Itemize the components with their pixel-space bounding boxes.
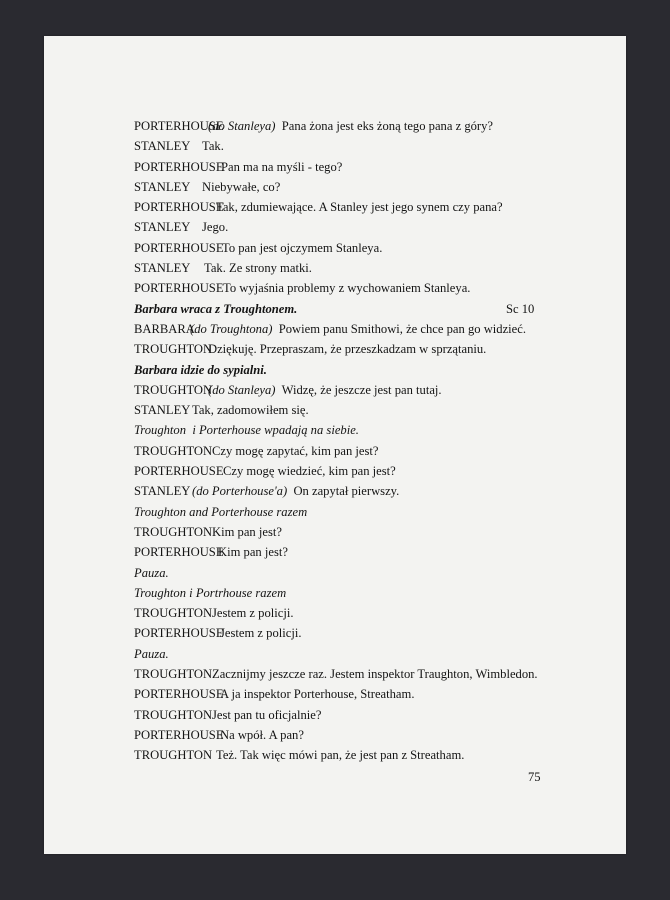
dialogue-text: Czy mogę wiedzieć, kim pan jest? — [223, 464, 396, 479]
dialogue-line — [134, 339, 554, 359]
dialogue-text: Tak, zdumiewające. A Stanley jest jego synem czy pana? — [216, 200, 503, 215]
dialogue-text: Jestem z policji. — [220, 626, 302, 641]
stage-direction-line — [134, 583, 554, 603]
dialogue-text: Kim pan jest? — [218, 545, 288, 560]
dialogue-line — [134, 258, 554, 278]
speaker-name: TROUGHTON — [134, 524, 213, 539]
stage-direction: Troughton i Porterhouse wpadają na siebie. — [134, 423, 359, 438]
speaker-name: STANLEY — [134, 403, 191, 418]
stage-direction-inline: (do Troughtona) — [190, 321, 273, 336]
speaker-name: STANLEY — [134, 484, 191, 499]
dialogue-line — [134, 238, 554, 258]
speaker-name: TROUGHTON — [134, 342, 213, 357]
speaker-name: PORTERHOUSE — [134, 464, 224, 479]
speaker-name: PORTERHOUSE — [134, 727, 224, 742]
dialogue-line — [134, 319, 554, 339]
dialogue-line — [134, 177, 554, 197]
dialogue-line — [134, 542, 554, 562]
dialogue-text: Jest pan tu oficjalnie? — [212, 707, 322, 722]
stage-direction: Barbara wraca z Troughtonem. — [134, 301, 298, 316]
dialogue-line — [134, 664, 554, 684]
speaker-name: BARBARA — [134, 321, 195, 336]
speaker-name: PORTERHOUSE — [134, 626, 224, 641]
speaker-name: PORTERHOUSE — [134, 281, 224, 296]
speaker-name: TROUGHTON — [134, 707, 213, 722]
dialogue-text: Czy mogę zapytać, kim pan jest? — [212, 443, 379, 458]
speaker-name: STANLEY — [134, 179, 191, 194]
speaker-name: STANLEY — [134, 139, 191, 154]
dialogue-text: Zacznijmy jeszcze raz. Jestem inspektor Traughton, Wimbledon. — [212, 667, 538, 682]
dialogue-text: Powiem panu Smithowi, że chce pan go widzieć. — [278, 321, 527, 336]
dialogue-line — [134, 217, 554, 237]
dialogue-text: Jego. — [202, 220, 229, 235]
dialogue-line — [134, 197, 554, 217]
dialogue-text: Kim pan jest? — [212, 524, 282, 539]
scene-number: Sc 10 — [506, 301, 535, 316]
dialogue-line — [134, 278, 554, 298]
stage-direction-line — [134, 420, 554, 440]
dialogue-text: To wyjaśnia problemy z wychowaniem Stanleya. — [223, 281, 471, 296]
dialogue-text: Tak. Ze strony matki. — [204, 261, 312, 276]
stage-direction: Pauza. — [134, 646, 169, 661]
speaker-name: TROUGHTON — [134, 667, 213, 682]
speaker-name: STANLEY — [134, 261, 191, 276]
dialogue-text: Tak, zadomowiłem się. — [192, 403, 309, 418]
speaker-name: PORTERHOUSE — [134, 687, 224, 702]
dialogue-line — [134, 745, 554, 765]
stage-direction-line — [134, 563, 554, 583]
dialogue-text: Dziękuję. Przepraszam, że przeszkadzam w sprzątaniu. — [208, 342, 487, 357]
stage-direction: Troughton and Porterhouse razem — [134, 504, 308, 519]
dialogue-line — [134, 380, 554, 400]
dialogue-line — [134, 441, 554, 461]
speaker-name: STANLEY — [134, 220, 191, 235]
dialogue-line — [134, 623, 554, 643]
dialogue-line — [134, 157, 554, 177]
dialogue-text: On zapytał pierwszy. — [293, 484, 400, 499]
document-page — [44, 36, 626, 854]
dialogue-text: Pana żona jest eks żoną tego pana z góry? — [281, 119, 494, 133]
dialogue-text: Też. Tak więc mówi pan, że jest pan z Streatham. — [216, 748, 465, 763]
stage-direction-inline: (do Stanleya) — [208, 119, 276, 133]
dialogue-line — [134, 603, 554, 623]
dialogue-line — [134, 461, 554, 481]
speaker-name: PORTERHOUSE — [134, 200, 224, 215]
speaker-name: PORTERHOUSE — [134, 159, 224, 174]
dialogue-text: Widzę, że jeszcze jest pan tutaj. — [281, 382, 442, 397]
speaker-name: TROUGHTON — [134, 748, 213, 763]
dialogue-text: Tak. — [202, 139, 224, 154]
dialogue-text: A ja inspektor Porterhouse, Streatham. — [220, 687, 415, 702]
dialogue-text: Jestem z policji. — [212, 606, 294, 621]
speaker-name: PORTERHOUSE — [134, 119, 224, 133]
speaker-name: TROUGHTON — [134, 443, 213, 458]
stage-direction-inline: (do Stanleya) — [208, 382, 276, 397]
dialogue-line — [134, 705, 554, 725]
speaker-name: TROUGHTON — [134, 382, 213, 397]
speaker-name: PORTERHOUSE — [134, 545, 224, 560]
speaker-name: TROUGHTON — [134, 606, 213, 621]
script-body — [134, 116, 554, 766]
dialogue-line — [134, 684, 554, 704]
dialogue-line — [134, 400, 554, 420]
stage-direction: Troughton i Portrhouse razem — [134, 585, 287, 600]
speaker-name: PORTERHOUSE — [134, 240, 224, 255]
dialogue-line — [134, 136, 554, 156]
dialogue-text: Na wpół. A pan? — [220, 727, 304, 742]
stage-direction-line — [134, 360, 554, 380]
stage-direction-line — [134, 299, 554, 319]
dialogue-text: Pan ma na myśli - tego? — [221, 159, 343, 174]
stage-direction: Barbara idzie do sypialni. — [134, 362, 267, 377]
dialogue-text: To pan jest ojczymem Stanleya. — [222, 240, 383, 255]
dialogue-line — [134, 116, 554, 136]
stage-direction-line — [134, 644, 554, 664]
stage-direction: Pauza. — [134, 565, 169, 580]
stage-direction-inline: (do Porterhouse'a) — [192, 484, 288, 499]
page-number: 75 — [528, 770, 541, 784]
dialogue-line — [134, 481, 554, 501]
dialogue-text: Niebywałe, co? — [202, 179, 281, 194]
dialogue-line — [134, 522, 554, 542]
dialogue-line — [134, 725, 554, 745]
stage-direction-line — [134, 502, 554, 522]
